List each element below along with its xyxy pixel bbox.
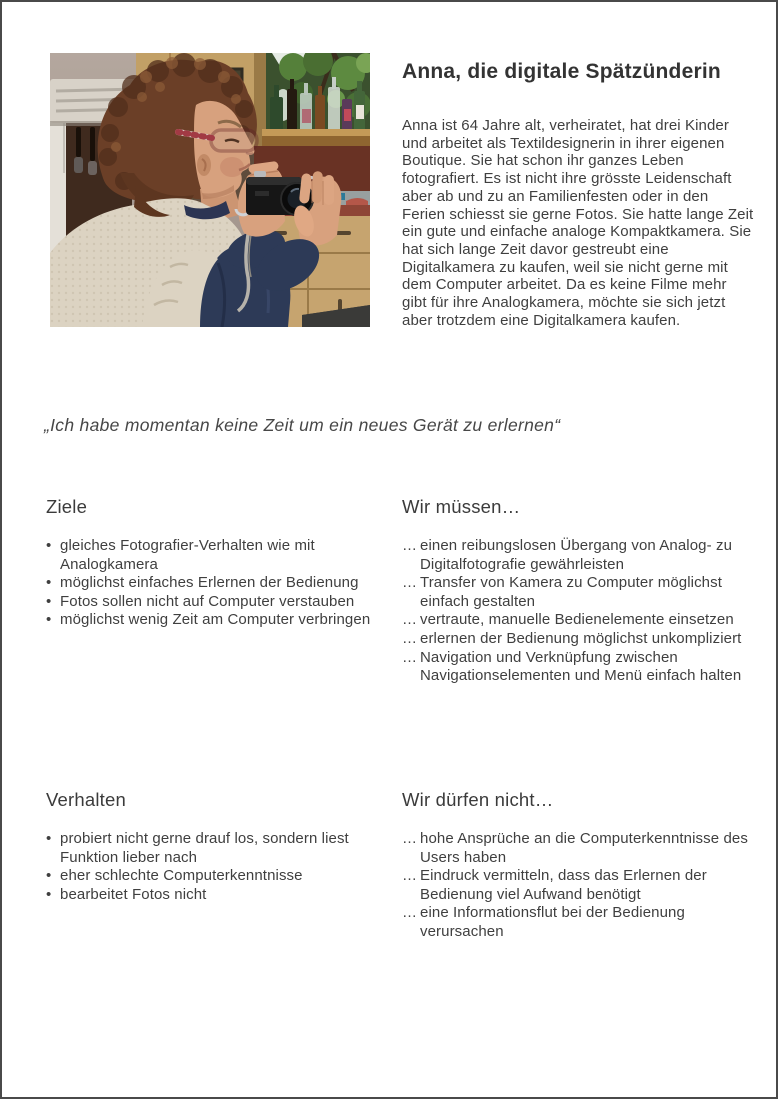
bullet-marker: •: [46, 574, 52, 592]
bullet-marker: •: [46, 867, 52, 885]
list-item: [46, 537, 398, 574]
verhalten-list: [46, 830, 398, 904]
list-item-text: probiert nicht gerne drauf los, sondern liest Funktion lieber nach: [60, 830, 349, 866]
list-item-text: vertraute, manuelle Bedienelemente einsetzen: [420, 611, 734, 629]
list-item: [402, 630, 760, 649]
persona-description: Anna ist 64 Jahre alt, verheiratet, hat drei Kinder und arbeitet als Textildesignerin in ihrer eigenen Boutique. Sie hat schon ihr ganzes Leben fotografiert. Es ist nicht ihre grösste Leidenschaft aber ab und zu an Familienfesten oder in den Ferien schiesst sie gerne Fotos. Sie hatte lange Zeit ein gute und einfache analoge Kompaktkamera. Sie hat sich lange Zeit davor gestreubt eine Digitalkamera zu kaufen, weil sie nicht gerne mit dem Computer arbeitet. Da es keine Filme mehr gibt für ihre Analogkamera, möchte sie sich jetzt aber trotzdem eine Digitalkamera kaufen.: [402, 117, 754, 329]
list-item-text: bearbeitet Fotos nicht: [60, 885, 207, 903]
page-title: Anna, die digitale Spätzünderin: [402, 60, 721, 84]
list-item-text: möglichst einfaches Erlernen der Bedienung: [60, 574, 359, 592]
bullet-marker: •: [46, 611, 52, 629]
section-heading-ziele: Ziele: [46, 496, 88, 517]
list-item: [402, 830, 760, 867]
list-item-text: Eindruck vermitteln, dass das Erlernen der Bedienung viel Aufwand benötigt: [420, 867, 707, 903]
list-item: [402, 904, 760, 941]
list-item: [402, 649, 760, 686]
list-item: [46, 611, 398, 630]
bullet-marker: …: [402, 830, 418, 847]
section-wir-duerfen-nicht: [402, 789, 760, 942]
list-item: [402, 537, 760, 574]
bullet-marker: …: [402, 904, 418, 922]
list-item-text: erlernen der Bedienung möglichst unkompliziert: [420, 629, 742, 647]
list-item-text: eine Informationsflut bei der Bedienung verursachen: [420, 904, 685, 940]
list-item-text: hohe Ansprüche an die Computerkenntnisse des Users haben: [420, 830, 748, 866]
section-heading-verhalten: Verhalten: [46, 789, 126, 810]
bullet-marker: …: [402, 611, 418, 629]
list-item: [46, 830, 398, 867]
list-item: [402, 867, 760, 904]
section-heading-wir-muessen: Wir müssen…: [402, 496, 521, 517]
list-item-text: Fotos sollen nicht auf Computer verstauben: [60, 592, 355, 610]
list-item-text: Transfer von Kamera zu Computer möglichst einfach gestalten: [420, 574, 722, 610]
bullet-marker: •: [46, 537, 52, 554]
section-wir-muessen: [402, 496, 760, 686]
bullet-marker: …: [402, 629, 418, 647]
bullet-marker: …: [402, 537, 418, 554]
persona-quote: „Ich habe momentan keine Zeit um ein neues Gerät zu erlernen“: [44, 414, 561, 435]
bullet-marker: •: [46, 830, 52, 847]
list-item: [46, 886, 398, 905]
bullet-marker: …: [402, 574, 418, 592]
bullet-marker: •: [46, 885, 52, 903]
wir-muessen-list: [402, 537, 760, 686]
list-item-text: eher schlechte Computerkenntnisse: [60, 867, 303, 885]
list-item: [46, 593, 398, 612]
persona-photo-illustration: [50, 53, 370, 327]
list-item: [402, 611, 760, 630]
list-item: [46, 867, 398, 886]
bullet-marker: …: [402, 648, 418, 666]
persona-photo: [50, 53, 370, 327]
wir-duerfen-nicht-list: [402, 830, 760, 942]
list-item-text: Navigation und Verknüpfung zwischen Navigationselementen und Menü einfach halten: [420, 648, 742, 685]
list-item: [402, 574, 760, 611]
bullet-marker: …: [402, 867, 418, 885]
list-item-text: möglichst wenig Zeit am Computer verbringen: [60, 611, 371, 629]
list-item-text: einen reibungslosen Übergang von Analog- zu Digitalfotografie gewährleisten: [420, 537, 733, 573]
bullet-marker: •: [46, 592, 52, 610]
section-heading-wir-duerfen-nicht: Wir dürfen nicht…: [402, 789, 554, 810]
list-item-text: gleiches Fotografier-Verhalten wie mit Analogkamera: [60, 537, 315, 573]
list-item: [46, 574, 398, 593]
ziele-list: [46, 537, 398, 630]
section-ziele: [46, 496, 398, 630]
section-verhalten: [46, 789, 398, 904]
